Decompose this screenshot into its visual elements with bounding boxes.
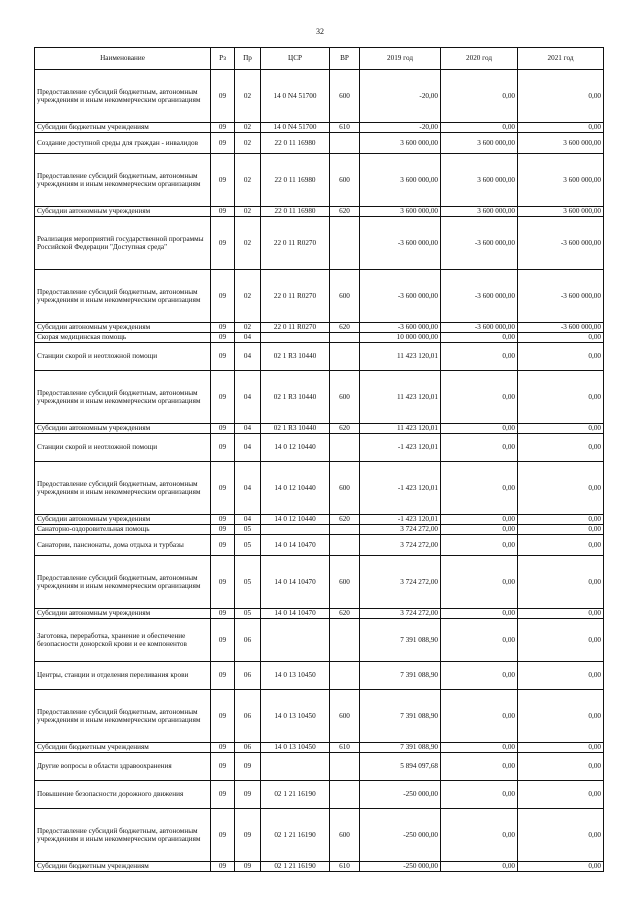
cell-2019: -3 600 000,00 <box>360 217 441 270</box>
cell-csr <box>261 619 330 662</box>
cell-2021: 0,00 <box>518 753 604 781</box>
cell-pr: 04 <box>235 333 261 343</box>
cell-vr: 600 <box>330 70 360 123</box>
cell-rz: 09 <box>211 862 235 872</box>
cell-2020: -3 600 000,00 <box>441 270 518 323</box>
cell-2021: 0,00 <box>518 333 604 343</box>
cell-name: Предоставление субсидий бюджетным, автономным учреждениям и иным некоммерческим организациям <box>35 556 211 609</box>
cell-2020: 3 600 000,00 <box>441 154 518 207</box>
cell-2021: 0,00 <box>518 70 604 123</box>
cell-2020: 0,00 <box>441 515 518 525</box>
cell-csr: 14 0 14 10470 <box>261 535 330 556</box>
table-row <box>35 270 604 323</box>
cell-2020: 0,00 <box>441 862 518 872</box>
table-row <box>35 207 604 217</box>
cell-name: Заготовка, переработка, хранение и обеспечение безопасности донорской крови и ее компонентов <box>35 619 211 662</box>
cell-rz: 09 <box>211 133 235 154</box>
cell-2020: 0,00 <box>441 809 518 862</box>
cell-rz: 09 <box>211 556 235 609</box>
cell-csr: 14 0 13 10450 <box>261 690 330 743</box>
cell-2019: 7 391 088,90 <box>360 619 441 662</box>
cell-pr: 04 <box>235 424 261 434</box>
cell-2019: 5 894 097,68 <box>360 753 441 781</box>
cell-rz: 09 <box>211 515 235 525</box>
cell-2021: -3 600 000,00 <box>518 217 604 270</box>
cell-name: Предоставление субсидий бюджетным, автономным учреждениям и иным некоммерческим организациям <box>35 70 211 123</box>
cell-csr: 14 0 12 10440 <box>261 515 330 525</box>
cell-rz: 09 <box>211 535 235 556</box>
cell-pr: 02 <box>235 270 261 323</box>
table-row <box>35 556 604 609</box>
cell-csr: 14 0 12 10440 <box>261 434 330 462</box>
table-row <box>35 753 604 781</box>
cell-pr: 02 <box>235 217 261 270</box>
cell-2021: 0,00 <box>518 690 604 743</box>
cell-rz: 09 <box>211 270 235 323</box>
cell-vr: 620 <box>330 609 360 619</box>
cell-name: Предоставление субсидий бюджетным, автономным учреждениям и иным некоммерческим организациям <box>35 809 211 862</box>
table-row <box>35 535 604 556</box>
table-row <box>35 690 604 743</box>
cell-rz: 09 <box>211 333 235 343</box>
cell-rz: 09 <box>211 123 235 133</box>
cell-2021: 0,00 <box>518 743 604 753</box>
cell-2021: -3 600 000,00 <box>518 323 604 333</box>
cell-name: Субсидии автономным учреждениям <box>35 207 211 217</box>
column-header-rz: Рз <box>211 48 235 70</box>
cell-vr: 610 <box>330 123 360 133</box>
cell-csr: 14 0 14 10470 <box>261 609 330 619</box>
cell-rz: 09 <box>211 207 235 217</box>
cell-csr <box>261 333 330 343</box>
cell-2021: 0,00 <box>518 662 604 690</box>
cell-2020: 0,00 <box>441 371 518 424</box>
cell-2020: 0,00 <box>441 525 518 535</box>
cell-rz: 09 <box>211 753 235 781</box>
cell-2020: 0,00 <box>441 609 518 619</box>
cell-csr: 22 0 11 16980 <box>261 133 330 154</box>
cell-vr <box>330 525 360 535</box>
table-row <box>35 217 604 270</box>
cell-pr: 02 <box>235 154 261 207</box>
cell-2019: 3 600 000,00 <box>360 154 441 207</box>
cell-rz: 09 <box>211 323 235 333</box>
cell-csr: 02 1 R3 10440 <box>261 424 330 434</box>
cell-pr: 09 <box>235 781 261 809</box>
column-header-2020: 2020 год <box>441 48 518 70</box>
cell-2019: -1 423 120,01 <box>360 515 441 525</box>
cell-csr: 14 0 14 10470 <box>261 556 330 609</box>
cell-vr <box>330 753 360 781</box>
cell-pr: 02 <box>235 70 261 123</box>
cell-2021: 0,00 <box>518 609 604 619</box>
table-row <box>35 343 604 371</box>
cell-2021: 0,00 <box>518 556 604 609</box>
table-row <box>35 862 604 872</box>
cell-2019: 3 724 272,00 <box>360 556 441 609</box>
cell-rz: 09 <box>211 217 235 270</box>
cell-2020: -3 600 000,00 <box>441 217 518 270</box>
cell-pr: 04 <box>235 371 261 424</box>
budget-table <box>34 47 604 872</box>
cell-csr: 22 0 11 16980 <box>261 207 330 217</box>
cell-vr <box>330 133 360 154</box>
cell-vr <box>330 662 360 690</box>
cell-2019: 7 391 088,90 <box>360 690 441 743</box>
cell-vr: 600 <box>330 809 360 862</box>
cell-name: Субсидии автономным учреждениям <box>35 424 211 434</box>
table-body <box>35 70 604 872</box>
cell-csr: 22 0 11 16980 <box>261 154 330 207</box>
cell-pr: 04 <box>235 343 261 371</box>
cell-2019: -1 423 120,01 <box>360 462 441 515</box>
cell-2020: 0,00 <box>441 781 518 809</box>
table-row <box>35 462 604 515</box>
cell-pr: 04 <box>235 434 261 462</box>
cell-vr: 600 <box>330 154 360 207</box>
table-row <box>35 662 604 690</box>
cell-vr: 600 <box>330 462 360 515</box>
cell-name: Реализация мероприятий государственной программы Российской Федерации "Доступная среда" <box>35 217 211 270</box>
cell-vr: 600 <box>330 556 360 609</box>
cell-2021: 3 600 000,00 <box>518 207 604 217</box>
cell-vr <box>330 217 360 270</box>
cell-csr: 14 0 12 10440 <box>261 462 330 515</box>
column-header-csr: ЦСР <box>261 48 330 70</box>
cell-2019: -20,00 <box>360 70 441 123</box>
cell-2021: 3 600 000,00 <box>518 133 604 154</box>
page-number: 32 <box>316 27 324 36</box>
cell-2019: -250 000,00 <box>360 862 441 872</box>
cell-csr: 02 1 21 16190 <box>261 781 330 809</box>
cell-csr: 02 1 21 16190 <box>261 809 330 862</box>
column-header-2021: 2021 год <box>518 48 604 70</box>
cell-name: Скорая медицинская помощь <box>35 333 211 343</box>
cell-vr: 600 <box>330 371 360 424</box>
cell-2019: -3 600 000,00 <box>360 323 441 333</box>
cell-csr: 02 1 21 16190 <box>261 862 330 872</box>
cell-vr <box>330 434 360 462</box>
cell-2021: 0,00 <box>518 781 604 809</box>
cell-2019: -20,00 <box>360 123 441 133</box>
cell-2021: 0,00 <box>518 123 604 133</box>
cell-name: Субсидии бюджетным учреждениям <box>35 862 211 872</box>
cell-vr: 610 <box>330 743 360 753</box>
cell-pr: 06 <box>235 619 261 662</box>
cell-2019: 3 600 000,00 <box>360 133 441 154</box>
cell-2020: 0,00 <box>441 462 518 515</box>
cell-vr <box>330 781 360 809</box>
cell-2020: 0,00 <box>441 690 518 743</box>
cell-2020: 0,00 <box>441 535 518 556</box>
cell-2020: 0,00 <box>441 333 518 343</box>
cell-2021: 0,00 <box>518 462 604 515</box>
cell-name: Субсидии автономным учреждениям <box>35 323 211 333</box>
cell-2020: 0,00 <box>441 619 518 662</box>
cell-2019: -3 600 000,00 <box>360 270 441 323</box>
cell-2020: 0,00 <box>441 556 518 609</box>
cell-2019: 3 724 272,00 <box>360 535 441 556</box>
cell-csr: 14 0 N4 51700 <box>261 123 330 133</box>
cell-2021: 0,00 <box>518 434 604 462</box>
cell-pr: 09 <box>235 753 261 781</box>
cell-rz: 09 <box>211 809 235 862</box>
cell-2020: 0,00 <box>441 743 518 753</box>
cell-pr: 09 <box>235 809 261 862</box>
cell-name: Станции скорой и неотложной помощи <box>35 343 211 371</box>
cell-csr: 02 1 R3 10440 <box>261 343 330 371</box>
cell-rz: 09 <box>211 70 235 123</box>
cell-2020: 0,00 <box>441 662 518 690</box>
table-row <box>35 323 604 333</box>
cell-csr <box>261 525 330 535</box>
cell-vr <box>330 619 360 662</box>
cell-pr: 09 <box>235 862 261 872</box>
cell-pr: 05 <box>235 609 261 619</box>
cell-name: Санатории, пансионаты, дома отдыха и турбазы <box>35 535 211 556</box>
cell-2021: 0,00 <box>518 619 604 662</box>
cell-rz: 09 <box>211 154 235 207</box>
cell-2019: 3 724 272,00 <box>360 609 441 619</box>
cell-name: Создание доступной среды для граждан - инвалидов <box>35 133 211 154</box>
cell-2021: 0,00 <box>518 515 604 525</box>
table-row <box>35 743 604 753</box>
cell-2021: 0,00 <box>518 424 604 434</box>
table-row <box>35 371 604 424</box>
cell-csr: 22 0 11 R0270 <box>261 217 330 270</box>
cell-pr: 02 <box>235 123 261 133</box>
cell-2019: 11 423 120,01 <box>360 424 441 434</box>
table-row <box>35 154 604 207</box>
cell-vr: 600 <box>330 270 360 323</box>
cell-vr: 620 <box>330 515 360 525</box>
cell-2020: 0,00 <box>441 753 518 781</box>
cell-vr: 620 <box>330 424 360 434</box>
cell-csr: 02 1 R3 10440 <box>261 371 330 424</box>
cell-csr: 14 0 13 10450 <box>261 662 330 690</box>
cell-rz: 09 <box>211 525 235 535</box>
cell-pr: 04 <box>235 462 261 515</box>
cell-name: Другие вопросы в области здравоохранения <box>35 753 211 781</box>
table-row <box>35 781 604 809</box>
cell-2019: 7 391 088,90 <box>360 662 441 690</box>
cell-csr: 14 0 N4 51700 <box>261 70 330 123</box>
cell-2019: -1 423 120,01 <box>360 434 441 462</box>
table-row <box>35 515 604 525</box>
table-row <box>35 123 604 133</box>
cell-name: Предоставление субсидий бюджетным, автономным учреждениям и иным некоммерческим организациям <box>35 690 211 743</box>
cell-2021: 0,00 <box>518 809 604 862</box>
cell-rz: 09 <box>211 371 235 424</box>
cell-vr: 620 <box>330 207 360 217</box>
cell-name: Повышение безопасности дорожного движения <box>35 781 211 809</box>
cell-rz: 09 <box>211 424 235 434</box>
cell-2020: 0,00 <box>441 70 518 123</box>
cell-2019: -250 000,00 <box>360 809 441 862</box>
column-header-pr: Пр <box>235 48 261 70</box>
cell-name: Предоставление субсидий бюджетным, автономным учреждениям и иным некоммерческим организациям <box>35 462 211 515</box>
table-row <box>35 434 604 462</box>
cell-pr: 05 <box>235 556 261 609</box>
cell-vr <box>330 333 360 343</box>
cell-2019: 3 600 000,00 <box>360 207 441 217</box>
cell-pr: 06 <box>235 743 261 753</box>
cell-name: Предоставление субсидий бюджетным, автономным учреждениям и иным некоммерческим организациям <box>35 154 211 207</box>
cell-pr: 04 <box>235 515 261 525</box>
cell-pr: 02 <box>235 133 261 154</box>
cell-2020: 0,00 <box>441 123 518 133</box>
cell-rz: 09 <box>211 662 235 690</box>
cell-name: Субсидии автономным учреждениям <box>35 609 211 619</box>
column-header-vr: ВР <box>330 48 360 70</box>
table-row <box>35 525 604 535</box>
cell-2020: 3 600 000,00 <box>441 133 518 154</box>
cell-pr: 06 <box>235 662 261 690</box>
cell-rz: 09 <box>211 619 235 662</box>
table-row <box>35 133 604 154</box>
cell-2020: 3 600 000,00 <box>441 207 518 217</box>
cell-2020: 0,00 <box>441 434 518 462</box>
cell-vr: 610 <box>330 862 360 872</box>
cell-rz: 09 <box>211 343 235 371</box>
cell-rz: 09 <box>211 743 235 753</box>
cell-vr: 620 <box>330 323 360 333</box>
cell-2021: -3 600 000,00 <box>518 270 604 323</box>
cell-2020: 0,00 <box>441 424 518 434</box>
cell-2019: 11 423 120,01 <box>360 371 441 424</box>
cell-pr: 02 <box>235 323 261 333</box>
cell-vr: 600 <box>330 690 360 743</box>
cell-2020: 0,00 <box>441 343 518 371</box>
cell-csr: 14 0 13 10450 <box>261 743 330 753</box>
cell-name: Субсидии бюджетным учреждениям <box>35 743 211 753</box>
table-row <box>35 619 604 662</box>
cell-name: Субсидии бюджетным учреждениям <box>35 123 211 133</box>
cell-2021: 3 600 000,00 <box>518 154 604 207</box>
cell-2021: 0,00 <box>518 862 604 872</box>
cell-2019: 7 391 088,90 <box>360 743 441 753</box>
cell-name: Предоставление субсидий бюджетным, автономным учреждениям и иным некоммерческим организациям <box>35 270 211 323</box>
cell-csr <box>261 753 330 781</box>
cell-csr: 22 0 11 R0270 <box>261 270 330 323</box>
cell-name: Субсидии автономным учреждениям <box>35 515 211 525</box>
cell-vr <box>330 535 360 556</box>
cell-name: Станции скорой и неотложной помощи <box>35 434 211 462</box>
cell-rz: 09 <box>211 781 235 809</box>
cell-rz: 09 <box>211 690 235 743</box>
table-row <box>35 333 604 343</box>
cell-2019: 3 724 272,00 <box>360 525 441 535</box>
cell-2019: 11 423 120,01 <box>360 343 441 371</box>
cell-vr <box>330 343 360 371</box>
cell-2019: -250 000,00 <box>360 781 441 809</box>
table-row <box>35 424 604 434</box>
cell-2020: -3 600 000,00 <box>441 323 518 333</box>
cell-2021: 0,00 <box>518 343 604 371</box>
cell-2021: 0,00 <box>518 525 604 535</box>
cell-rz: 09 <box>211 609 235 619</box>
cell-2021: 0,00 <box>518 371 604 424</box>
cell-rz: 09 <box>211 434 235 462</box>
cell-pr: 05 <box>235 525 261 535</box>
cell-2021: 0,00 <box>518 535 604 556</box>
table-header-row <box>35 48 604 70</box>
cell-pr: 05 <box>235 535 261 556</box>
cell-name: Предоставление субсидий бюджетным, автономным учреждениям и иным некоммерческим организациям <box>35 371 211 424</box>
table-row <box>35 70 604 123</box>
table-row <box>35 809 604 862</box>
cell-pr: 02 <box>235 207 261 217</box>
cell-name: Санаторно-оздоровительная помощь <box>35 525 211 535</box>
column-header-name: Наименование <box>35 48 211 70</box>
table-row <box>35 609 604 619</box>
cell-csr: 22 0 11 R0270 <box>261 323 330 333</box>
cell-2019: 10 000 000,00 <box>360 333 441 343</box>
cell-pr: 06 <box>235 690 261 743</box>
cell-rz: 09 <box>211 462 235 515</box>
cell-name: Центры, станции и отделения переливания крови <box>35 662 211 690</box>
column-header-2019: 2019 год <box>360 48 441 70</box>
